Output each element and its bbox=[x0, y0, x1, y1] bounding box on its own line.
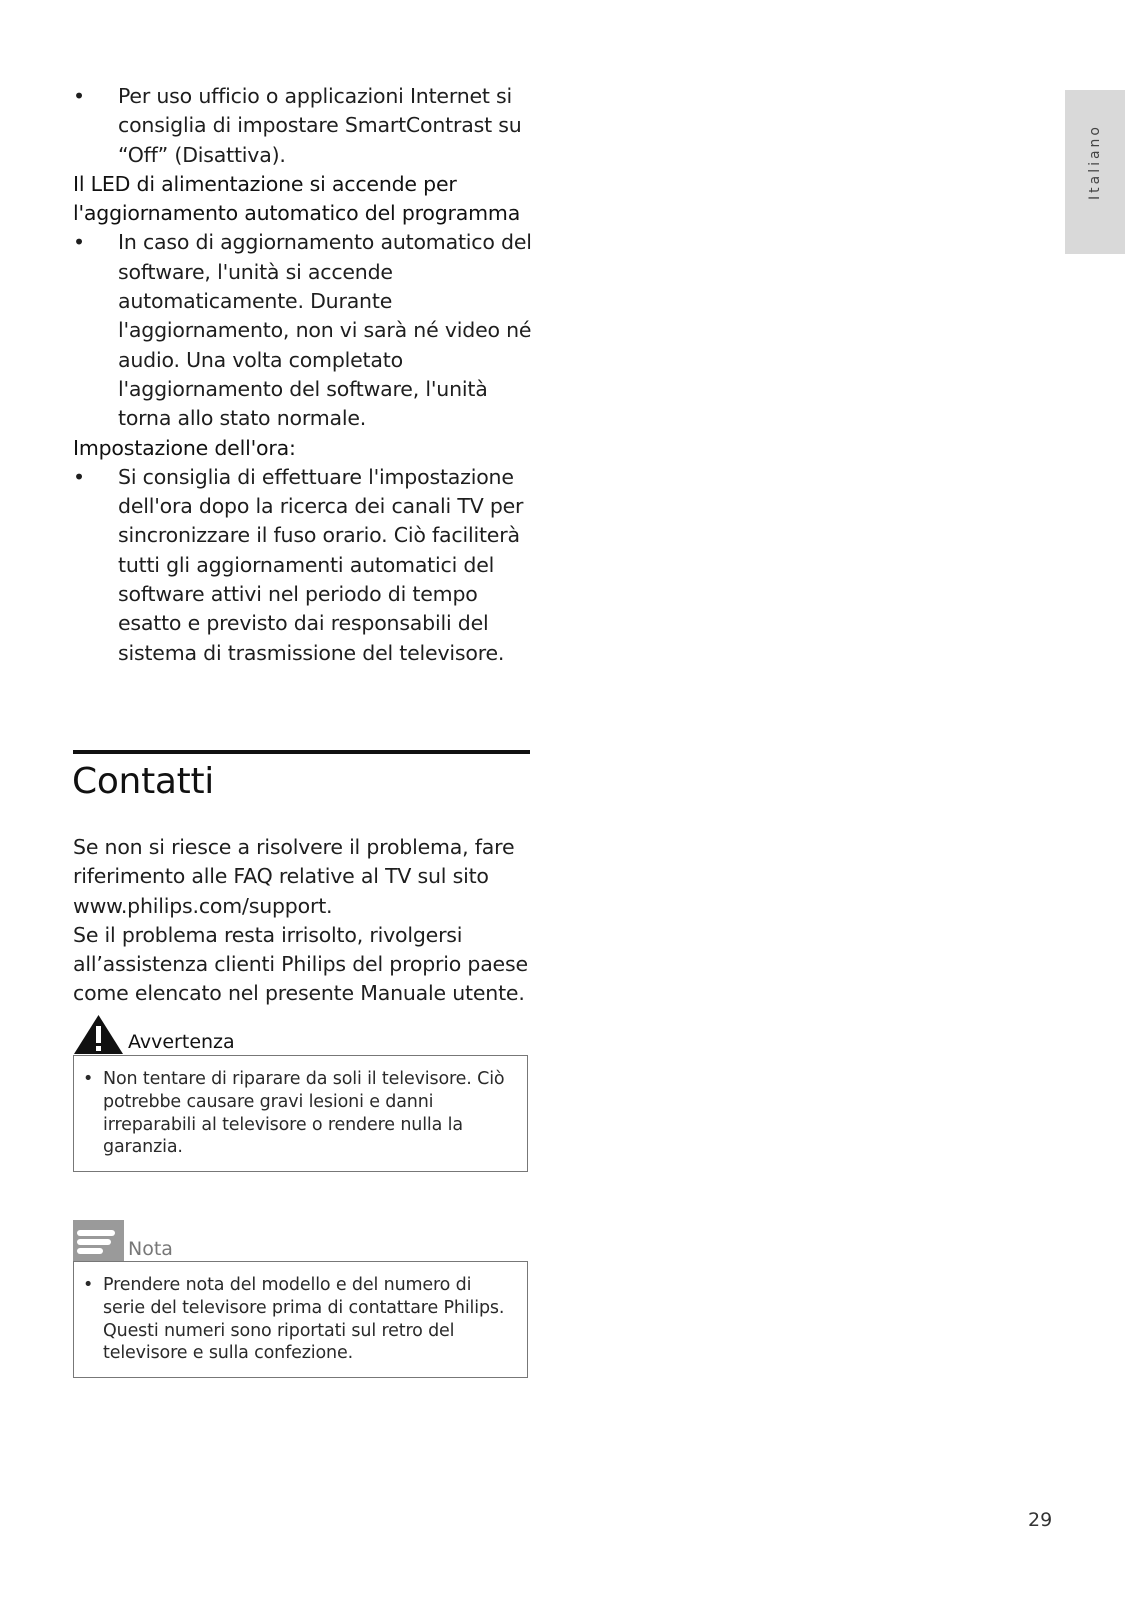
language-tab-label: Italiano bbox=[1087, 124, 1103, 200]
warning-box bbox=[73, 1055, 528, 1172]
warning-label: Avvertenza bbox=[128, 1031, 235, 1053]
warning-triangle-icon bbox=[73, 1013, 124, 1055]
contacts-paragraph-2: Se il problema resta irrisolto, rivolgersi all’assistenza clienti Philips del proprio paese come elencato nel presente Manuale utente. bbox=[73, 922, 528, 1006]
contacts-title: Contatti bbox=[72, 761, 214, 802]
list-item bbox=[73, 463, 533, 668]
list-item-text: Si consiglia di effettuare l'impostazione dell'ora dopo la ricerca dei canali TV per sincronizzare il fuso orario. Ciò faciliterà tutti gli aggiornamenti automatici del software attivi nel periodo di tempo esatto e previsto dai responsabili del sistema di trasmissione del televisore. bbox=[118, 464, 524, 665]
warning-header bbox=[73, 1013, 235, 1055]
page-number: 29 bbox=[1028, 1509, 1053, 1531]
bullet-dot: • bbox=[83, 1069, 94, 1089]
section-divider bbox=[73, 750, 530, 754]
note-text: Prendere nota del modello e del numero di serie del televisore prima di contattare Philips. Questi numeri sono riportati sul retro del televisore e sulla confezione. bbox=[103, 1275, 505, 1364]
list-item bbox=[83, 1274, 513, 1365]
note-lines-icon bbox=[73, 1220, 124, 1262]
warning-text: Non tentare di riparare da soli il televisore. Ciò potrebbe causare gravi lesioni e danni irreparabili al televisore o rendere nulla la garanzia. bbox=[103, 1069, 505, 1158]
bullet-dot: • bbox=[73, 464, 85, 489]
top-section bbox=[73, 82, 533, 668]
list-item-text: Per uso ufficio o applicazioni Internet si consiglia di impostare SmartContrast su “Off” (Disattiva). bbox=[118, 84, 522, 167]
list-item-text: In caso di aggiornamento automatico del software, l'unità si accende automaticamente. Durante l'aggiornamento, non vi sarà né video né audio. Una volta completato l'aggiornamento del software, l'unità torna allo stato normale. bbox=[118, 230, 532, 431]
list-item bbox=[83, 1068, 513, 1159]
language-tab bbox=[1065, 90, 1125, 254]
section-heading-led: Il LED di alimentazione si accende per l'aggiornamento automatico del programma bbox=[73, 171, 521, 226]
note-label: Nota bbox=[128, 1238, 173, 1260]
note-box bbox=[73, 1261, 528, 1378]
bullet-dot: • bbox=[73, 84, 85, 108]
bullet-dot: • bbox=[83, 1275, 94, 1295]
contacts-body bbox=[73, 833, 543, 1009]
contacts-paragraph-1: Se non si riesce a risolvere il problema, fare riferimento alle FAQ relative al TV sul sito www.philips.com/support. bbox=[73, 835, 515, 918]
section-heading-time: Impostazione dell'ora: bbox=[73, 435, 296, 460]
note-header bbox=[73, 1220, 173, 1262]
list-item bbox=[73, 228, 533, 433]
bullet-dot: • bbox=[73, 230, 85, 255]
list-item bbox=[73, 82, 533, 170]
